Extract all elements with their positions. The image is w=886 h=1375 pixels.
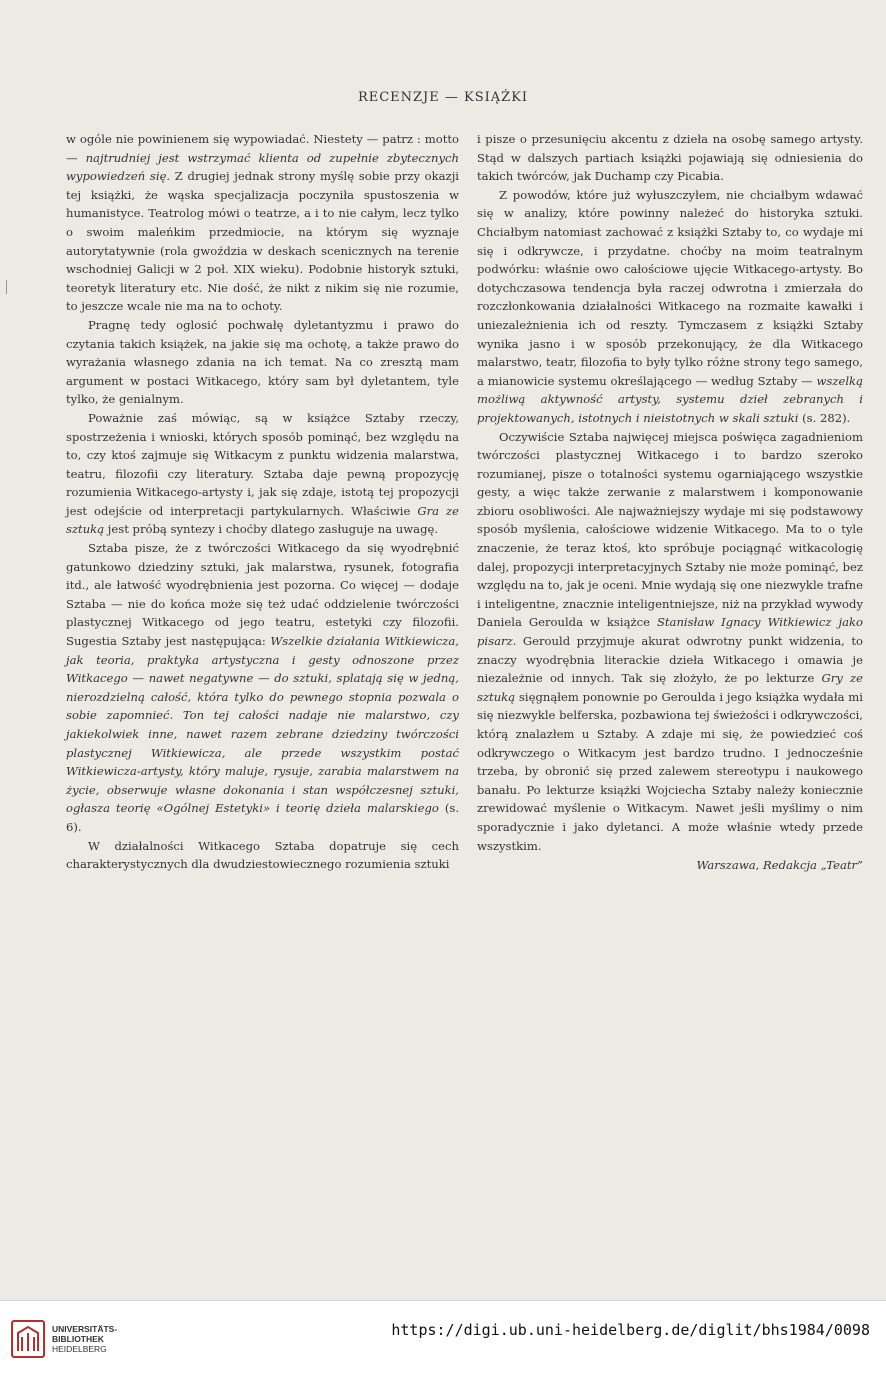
text-span: jest próbą syntezy i choćby dlatego zasługuje na uwagę. <box>104 522 439 537</box>
text-span: Z powodów, które już wyłuszczyłem, nie chciałbym wdawać się w analizy, które powinny należeć do historyka sztuki. Chciałbym natomiast zachować z książki Sztaby to, co wydaje mi się i odkrywcze, i przydatne. choćby na moim teatralnym podwórku: właśnie owo całościowe ujęcie Witkacego-artysty. Bo dotychczasowa tendencja była raczej odwrotna i zmierzała do rozczłonkowania działalności Witkacego na rozmaite kawałki i uniezależnienia ich od reszty. Tymczasem z książki Sztaby wynika jasno i w sposób przekonujący, że dla Witkacego malarstwo, teatr, filozofia to były tylko różne strony tego samego, a mianowicie systemu określającego — według Sztaby — <box>477 187 863 388</box>
text-span: sięgnąłem ponownie po Geroulda i jego książka wydała mi się niezwykle belferska, pozbawiona tej świeżości i odkrywczości, którą znalazłem u Sztaby. A zdaje mi się, że powiedzieć coś odkrywczego o Witkacym jest bardzo trudno. I jednocześnie trzeba, by obronić się przed zalewem stereotypu i naukowego banału. Po lekturze książki Wojciecha Sztaby należy koniecznie zrewidować myślenie o Witkacym. Nawet jeśli myślimy o nim sporadycznie i jako dyletanci. A może właśnie wtedy przede wszystkim. <box>477 689 863 853</box>
italic-text: Gry ze sztuką <box>477 671 863 704</box>
right-column-body <box>477 130 863 855</box>
paragraph <box>66 837 459 874</box>
logo-line-2: BIBLIOTHEK <box>52 1334 104 1344</box>
paragraph <box>66 316 459 409</box>
paragraph <box>66 130 459 316</box>
italic-text: Stanisław Ignacy Witkiewicz jako pisarz. <box>477 615 863 649</box>
scan-mark <box>6 280 7 294</box>
italic-text: Wszelkie działania Witkiewicza, jak teoria, praktyka artystyczna i gesty odnoszone przez Witkacego — nawet negatywne — do sztuki, splatają się w jedną, nierozdzielną całość, która tylko do pewnego stopnia pozwala o sobie zapomnieć. Ton tej całości nadaje nie malarstwo, czy jakiekolwiek inne, nawet razem zebrane dziedziny twórczości plastycznej Witkiewicza, ale przede wszystkim postać Witkiewicza-artysty, który maluje, rysuje, zarabia malarstwem na życie, obserwuje własne dokonania i stan współczesnej sztuki, ogłasza teorię «Ogólnej Estetyki» i teorię dzieła malarskiego <box>66 634 459 816</box>
paragraph <box>477 428 863 856</box>
text-span: Z drugiej jednak strony myślę sobie przy okazji tej książki, że wąska specjalizacja poczyniła spustoszenia w humanistyce. Teatrolog mówi o teatrze, a i to nie całym, lecz tylko o swoim maleńkim przedmiocie, na którym się wyznaje autorytatywnie (rola gwoździa w deskach scenicznych na terenie wschodniej Galicji w 2 poł. XIX wieku). Podobnie historyk sztuki, teoretyk literatury etc. Nie dość, że nikt z nikim się nie rozumie, to jeszcze wcale nie ma na to ochoty. <box>66 169 459 314</box>
paragraph <box>477 186 863 428</box>
text-span: Gerould przyjmuje akurat odwrotny punkt widzenia, to znaczy wyodrębnia literackie dzieła Witkacego i omawia je niezależnie od innych. Tak się złożyło, że po lekturze <box>477 634 863 686</box>
text-span: Sztaba pisze, że z twórczości Witkacego da się wyodrębnić gatunkowo dziedziny sztuki, jak malarstwa, rysunek, fotografia itd., ale łatwość wyodrębnienia jest pozorna. Co więcej — dodaje Sztaba — nie do końca może się też udać oddzielenie twórczości plastycznej Witkacego od jego teatru, estetyki czy filozofii. Sugestia Sztaby jest następująca: <box>66 541 459 649</box>
signature: Warszawa, Redakcja „Teatr” <box>696 858 863 873</box>
text-span: i pisze o przesunięciu akcentu z dzieła na osobę samego artysty. Stąd w dalszych partiach książki pojawiają się odniesienia do takich twórców, jak Duchamp czy Picabia. <box>477 132 863 184</box>
left-text-column <box>66 130 459 874</box>
university-seal-icon <box>10 1319 46 1359</box>
italic-text: Gra ze sztuką <box>66 503 459 537</box>
text-span: (s. 6). <box>66 801 459 834</box>
page-header: RECENZJE — KSIĄŻKI <box>357 90 529 105</box>
library-logo-text <box>52 1324 117 1354</box>
library-logo[interactable] <box>10 1319 117 1359</box>
italic-text: najtrudniej jest wstrzymać klienta od zupełnie zbytecznych wypowiedzeń się. <box>66 150 460 184</box>
paragraph <box>66 539 459 837</box>
right-text-column <box>477 130 863 875</box>
paragraph <box>66 409 459 539</box>
text-span: (s. 282). <box>798 410 851 425</box>
text-span: Oczywiście Sztaba najwięcej miejsca poświęca zagadnieniom twórczości plastycznej Witkacego i to bardzo szeroko rozumianej, pisze o totalności systemu ogarniającego wszystkie gesty, a więc także zerwanie z malarstwem i komponowanie zbioru osobliwości. Ale najważniejszy wydaje mi się podstawowy sposób myślenia, całościowe widzenie Witkacego. Ma to o tyle znaczenie, że teraz ktoś, kto spróbuje pociągnąć witkacologię dalej, propozycji interpretacyjnych Sztaby nie może pominąć, bez względu na to, jak je oceni. Mnie wydają się one niezwykle trafne i inteligentne, znacznie inteligentniejsze, niż na przykład wywody Daniela Geroulda w książce <box>477 429 863 630</box>
footer-bar <box>0 1300 886 1375</box>
text-span: Pragnę tedy oglosić pochwałę dyletantyzmu i prawo do czytania takich książek, na jakie się ma ochotę, a także prawo do wyrażania własnego zdania na ich temat. Na co zresztą mam argument w postaci Witkacego, który sam był dyletantem, tyle tylko, że genialnym. <box>66 317 459 407</box>
text-span: Poważnie zaś mówiąc, są w książce Sztaby rzeczy, spostrzeżenia i wnioski, których sposób pominąć, bez względu na to, czy ktoś zajmuje się Witkacym z punktu widzenia malarstwa, teatru, filozofii czy literatury. Sztaba daje pewną propozycję rozumienia Witkacego-artysty i, jak się zdaje, istotą tej propozycji jest odejście od interpretacji partykularnych. Właściwie <box>66 410 459 518</box>
text-span: W działalności Witkacego Sztaba dopatruje się cech charakterystycznych dla dwudziestowiecznego rozumienia sztuki <box>66 838 459 872</box>
logo-line-3: HEIDELBERG <box>52 1344 107 1354</box>
permalink-url[interactable]: https://digi.ub.uni-heidelberg.de/diglit/bhs1984/0098 <box>391 1321 870 1339</box>
logo-line-1: UNIVERSITÄTS- <box>52 1324 118 1334</box>
text-span: w ogóle nie powinienem się wypowiadać. Niestety — patrz : motto — <box>66 132 459 165</box>
italic-text: wszelką możliwą aktywność artysty, systemu dzieł zebranych i projektowanych, istotnych i nieistotnych w skali sztuki <box>477 373 863 425</box>
paragraph <box>477 130 863 186</box>
